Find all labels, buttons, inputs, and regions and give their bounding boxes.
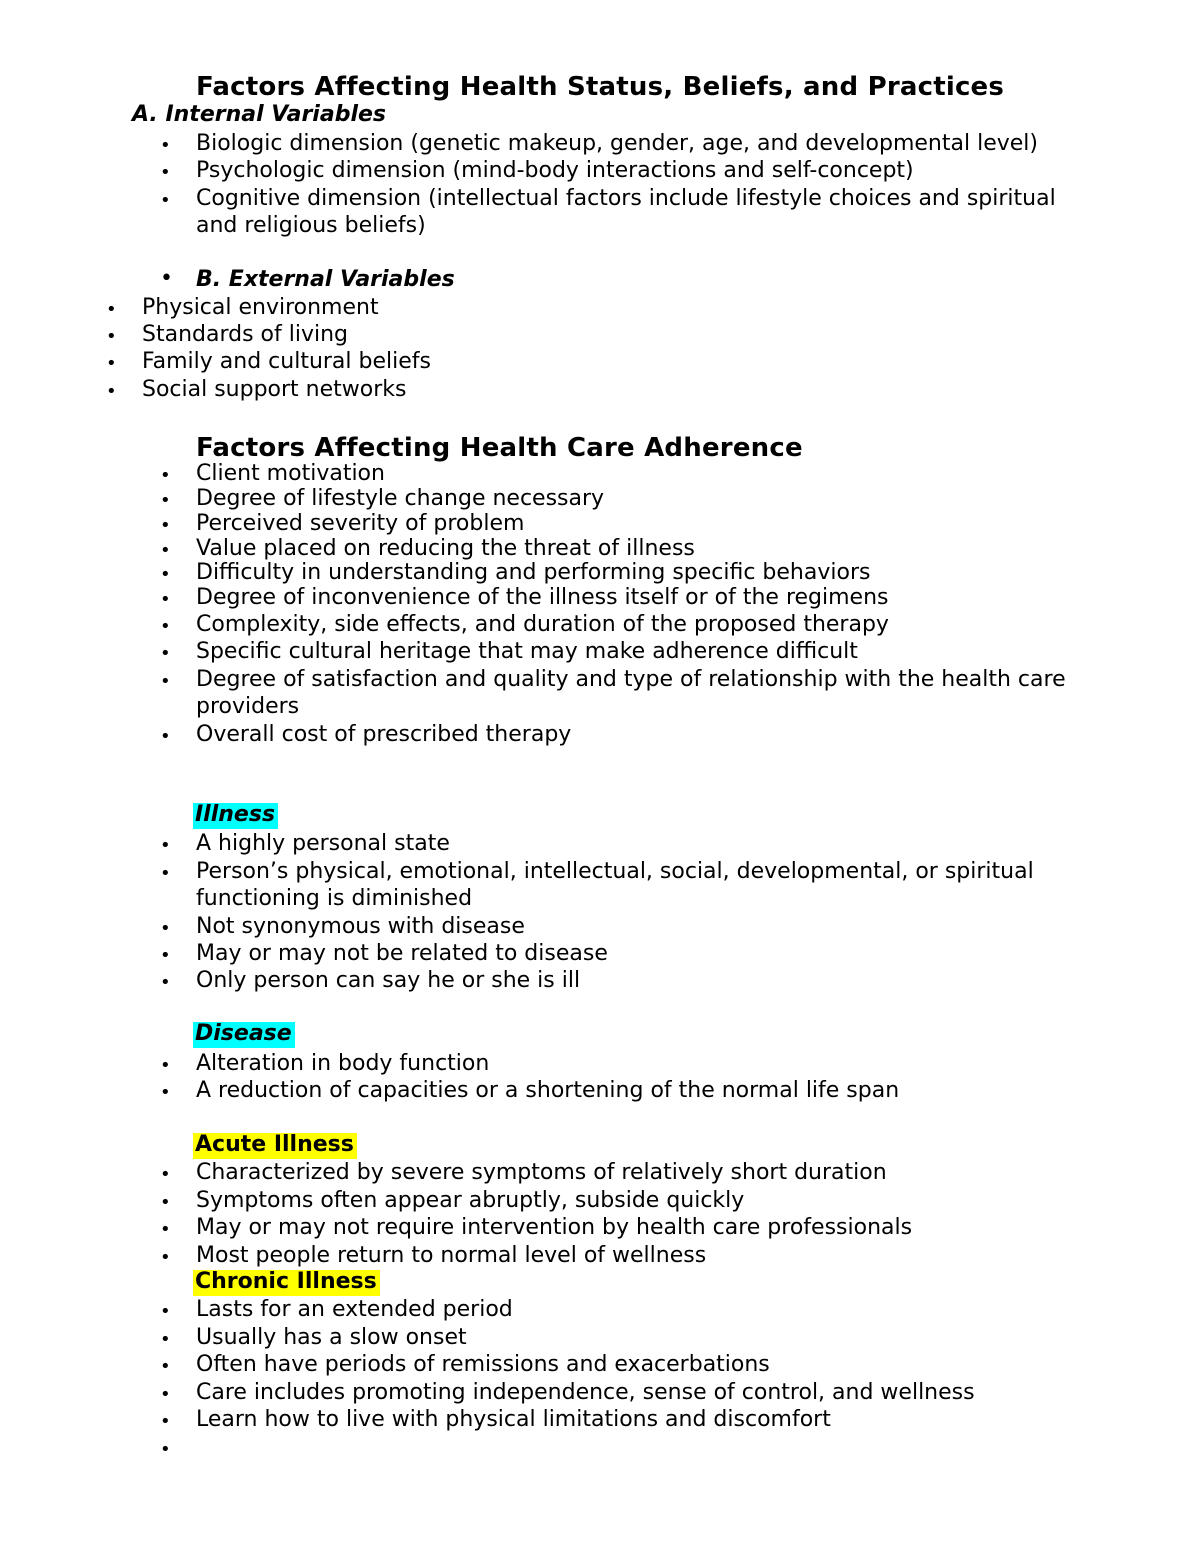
list-item: Standards of living	[142, 322, 349, 347]
list-item: Social support networks	[142, 377, 407, 402]
list-item: Biologic dimension (genetic makeup, gender, age, and developmental level)	[196, 131, 1038, 156]
bullet: •	[160, 671, 171, 692]
bullet: •	[160, 1082, 171, 1103]
bullet: •	[160, 863, 171, 884]
list-item-continuation: functioning is diminished	[196, 886, 473, 911]
bullet: •	[160, 1301, 171, 1322]
list-item-continuation: providers	[196, 694, 300, 719]
bullet: •	[106, 353, 117, 374]
bullet: •	[160, 1356, 171, 1377]
list-item: Overall cost of prescribed therapy	[196, 722, 572, 747]
list-item: May or may not require intervention by health care professionals	[196, 1215, 913, 1240]
bullet: •	[106, 381, 117, 402]
list-item: Not synonymous with disease	[196, 914, 525, 939]
bullet: •	[160, 643, 171, 664]
list-item: Often have periods of remissions and exacerbations	[196, 1352, 770, 1377]
bullet: •	[160, 1192, 171, 1213]
bullet: •	[160, 945, 171, 966]
list-item: Characterized by severe symptoms of relatively short duration	[196, 1160, 887, 1185]
bullet: •	[160, 1219, 171, 1240]
list-item: Person’s physical, emotional, intellectual, social, developmental, or spiritual	[196, 859, 1034, 884]
list-item: Psychologic dimension (mind-body interactions and self-concept)	[196, 158, 914, 183]
list-item: Most people return to normal level of wellness	[196, 1243, 707, 1268]
bullet: •	[160, 1164, 171, 1185]
list-item: Care includes promoting independence, sense of control, and wellness	[196, 1380, 975, 1405]
list-item: Alteration in body function	[196, 1051, 490, 1076]
list-item: Value placed on reducing the threat of illness	[196, 536, 695, 561]
bullet-empty: •	[160, 1439, 171, 1460]
bullet: •	[160, 564, 171, 585]
list-item: Client motivation	[196, 461, 385, 486]
list-item: Cognitive dimension (intellectual factors include lifestyle choices and spiritual	[196, 186, 1056, 211]
list-item: A reduction of capacities or a shortening of the normal life span	[196, 1078, 900, 1103]
illness-heading: Illness	[193, 803, 278, 829]
bullet: •	[160, 490, 171, 511]
list-item-continuation: and religious beliefs)	[196, 213, 426, 238]
list-item: Complexity, side effects, and duration of the proposed therapy	[196, 612, 889, 637]
bullet: •	[160, 835, 171, 856]
disease-heading: Disease	[193, 1022, 295, 1048]
bullet: •	[160, 162, 171, 183]
section-title-health-status: Factors Affecting Health Status, Beliefs, and Practices	[196, 72, 1005, 102]
list-item: Lasts for an extended period	[196, 1297, 513, 1322]
bullet: •	[160, 918, 171, 939]
chronic-illness-heading: Chronic Illness	[193, 1270, 380, 1296]
bullet: •	[160, 1384, 171, 1405]
list-item: A highly personal state	[196, 831, 450, 856]
bullet: •	[160, 266, 173, 291]
list-item: Physical environment	[142, 295, 379, 320]
bullet: •	[106, 299, 117, 320]
list-item: Family and cultural beliefs	[142, 349, 431, 374]
bullet: •	[160, 540, 171, 561]
bullet: •	[160, 1329, 171, 1350]
bullet: •	[160, 1055, 171, 1076]
list-item: Usually has a slow onset	[196, 1325, 467, 1350]
bullet: •	[160, 972, 171, 993]
internal-variables-heading: A. Internal Variables	[132, 102, 386, 127]
bullet: •	[160, 589, 171, 610]
external-variables-heading: B. External Variables	[196, 267, 455, 292]
bullet: •	[160, 515, 171, 536]
list-item: Degree of satisfaction and quality and type of relationship with the health care	[196, 667, 1066, 692]
list-item: Only person can say he or she is ill	[196, 968, 581, 993]
bullet: •	[160, 726, 171, 747]
list-item: Degree of lifestyle change necessary	[196, 486, 605, 511]
bullet: •	[160, 190, 171, 211]
section-title-adherence: Factors Affecting Health Care Adherence	[196, 433, 803, 463]
list-item: Degree of inconvenience of the illness itself or of the regimens	[196, 585, 889, 610]
list-item: Symptoms often appear abruptly, subside quickly	[196, 1188, 745, 1213]
bullet: •	[160, 135, 171, 156]
list-item: Difficulty in understanding and performing specific behaviors	[196, 560, 871, 585]
acute-illness-heading: Acute Illness	[193, 1133, 357, 1159]
bullet: •	[160, 465, 171, 486]
list-item: Learn how to live with physical limitations and discomfort	[196, 1407, 831, 1432]
bullet: •	[160, 1411, 171, 1432]
list-item: Specific cultural heritage that may make adherence difficult	[196, 639, 858, 664]
bullet: •	[106, 326, 117, 347]
bullet: •	[160, 1247, 171, 1268]
list-item: Perceived severity of problem	[196, 511, 525, 536]
bullet: •	[160, 616, 171, 637]
list-item: May or may not be related to disease	[196, 941, 608, 966]
